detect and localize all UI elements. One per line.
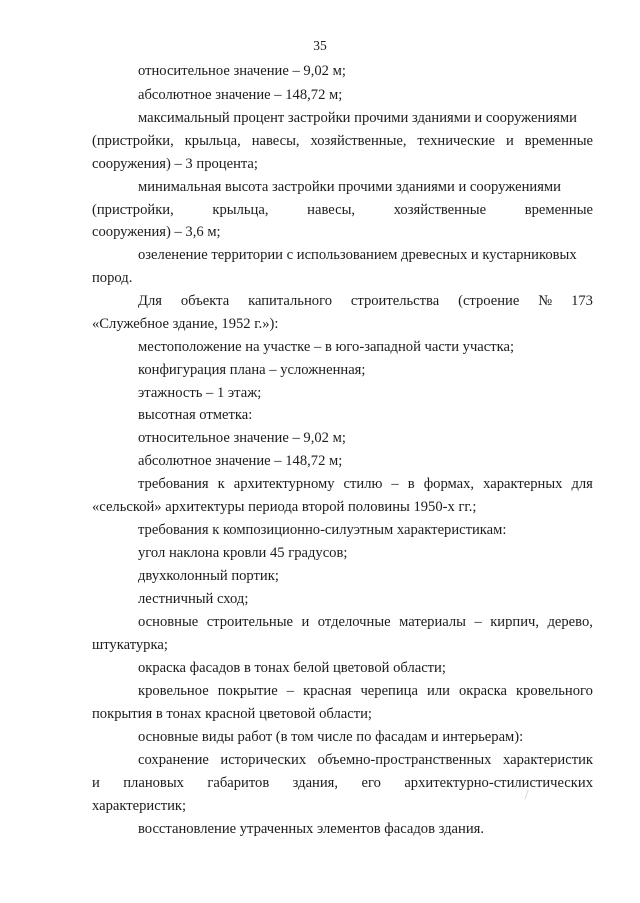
word: дерево, bbox=[547, 614, 593, 630]
word: здания, bbox=[292, 775, 339, 791]
word: покрытие bbox=[217, 683, 278, 699]
word: – bbox=[286, 683, 295, 699]
text-line: относительное значение – 9,02 м; bbox=[138, 63, 346, 79]
word: отделочные bbox=[317, 614, 391, 630]
word: формах, bbox=[423, 476, 475, 492]
word: и bbox=[92, 775, 100, 791]
word: характеристик bbox=[503, 752, 593, 768]
word: кровельное bbox=[138, 683, 209, 699]
word: крыльца, bbox=[184, 133, 241, 149]
word: требования bbox=[138, 476, 209, 492]
word: кровельного bbox=[516, 683, 593, 699]
text-line: сооружения) – 3 процента; bbox=[92, 156, 258, 172]
word: (пристройки, bbox=[92, 202, 174, 218]
text-line: пород. bbox=[92, 270, 133, 286]
text-line-justified bbox=[138, 475, 593, 493]
word: хозяйственные, bbox=[310, 133, 407, 149]
text-line: озеленение территории с использованием древесных и кустарниковых bbox=[138, 247, 577, 263]
text-line-justified bbox=[92, 201, 593, 219]
word: архитектурно-стилистических bbox=[404, 775, 593, 791]
word: для bbox=[571, 476, 593, 492]
word: – bbox=[391, 476, 399, 492]
word: материалы bbox=[399, 614, 466, 630]
word: крыльца, bbox=[212, 202, 269, 218]
text-line: местоположение на участке – в юго-западной части участка; bbox=[138, 339, 515, 355]
word: архитектурному bbox=[233, 476, 335, 492]
word: (строение bbox=[458, 293, 520, 309]
word: и bbox=[301, 614, 310, 630]
word: № bbox=[538, 293, 553, 309]
text-line: лестничный сход; bbox=[138, 591, 249, 607]
text-line: окраска фасадов в тонах белой цветовой области; bbox=[138, 660, 446, 676]
word: к bbox=[217, 476, 225, 492]
word: навесы, bbox=[251, 133, 300, 149]
text-line-justified bbox=[138, 682, 593, 700]
text-line: «сельской» архитектуры периода второй половины 1950-х гг.; bbox=[92, 499, 477, 515]
word: объекта bbox=[180, 293, 230, 309]
text-line-justified bbox=[138, 751, 593, 769]
page-number: 35 bbox=[313, 38, 327, 53]
text-line: двухколонный портик; bbox=[138, 568, 279, 584]
word: стилю bbox=[343, 476, 383, 492]
text-line: основные виды работ (в том числе по фасадам и интерьерам): bbox=[138, 729, 524, 745]
word: плановых bbox=[123, 775, 184, 791]
word: исторических bbox=[220, 752, 307, 768]
word: черепица bbox=[360, 683, 418, 699]
word: временные bbox=[524, 202, 593, 218]
word: сохранение bbox=[138, 752, 209, 768]
text-line: угол наклона кровли 45 градусов; bbox=[138, 545, 348, 561]
word: капитального bbox=[248, 293, 332, 309]
word: кирпич, bbox=[490, 614, 540, 630]
text-line: минимальная высота застройки прочими зданиями и сооружениями bbox=[138, 179, 561, 195]
text-line: этажность – 1 этаж; bbox=[138, 385, 262, 401]
text-line: характеристик; bbox=[92, 798, 187, 814]
word: строительные bbox=[206, 614, 294, 630]
word: временные bbox=[524, 133, 593, 149]
word: окраска bbox=[458, 683, 507, 699]
text-line: штукатурка; bbox=[92, 637, 168, 653]
word: основные bbox=[138, 614, 199, 630]
text-line: абсолютное значение – 148,72 м; bbox=[138, 87, 343, 103]
word: характерных bbox=[483, 476, 563, 492]
word: 173 bbox=[571, 293, 593, 309]
word: габаритов bbox=[207, 775, 270, 791]
text-line-justified bbox=[92, 774, 593, 792]
word: строительства bbox=[350, 293, 440, 309]
word: или bbox=[427, 683, 450, 699]
word: в bbox=[407, 476, 415, 492]
word: его bbox=[361, 775, 381, 791]
text-line: восстановление утраченных элементов фасадов здания. bbox=[138, 821, 484, 837]
word: объемно-пространственных bbox=[317, 752, 492, 768]
text-line-justified bbox=[92, 132, 593, 150]
text-line: абсолютное значение – 148,72 м; bbox=[138, 453, 343, 469]
word: красная bbox=[303, 683, 352, 699]
text-line: «Служебное здание, 1952 г.»): bbox=[92, 316, 279, 332]
text-line: требования к композиционно-силуэтным характеристикам: bbox=[138, 522, 507, 538]
text-line: высотная отметка: bbox=[138, 407, 253, 423]
text-line: максимальный процент застройки прочими зданиями и сооружениями bbox=[138, 110, 577, 126]
word: Для bbox=[138, 293, 162, 309]
text-line: сооружения) – 3,6 м; bbox=[92, 224, 221, 240]
word: технические bbox=[417, 133, 496, 149]
text-line: покрытия в тонах красной цветовой области; bbox=[92, 706, 372, 722]
word: навесы, bbox=[307, 202, 356, 218]
text-line-justified bbox=[138, 613, 593, 631]
word: хозяйственные bbox=[393, 202, 487, 218]
word: – bbox=[474, 614, 482, 630]
text-line: конфигурация плана – усложненная; bbox=[138, 362, 366, 378]
word: и bbox=[505, 133, 514, 149]
text-line: относительное значение – 9,02 м; bbox=[138, 430, 346, 446]
text-line-justified bbox=[138, 292, 593, 310]
word: (пристройки, bbox=[92, 133, 174, 149]
